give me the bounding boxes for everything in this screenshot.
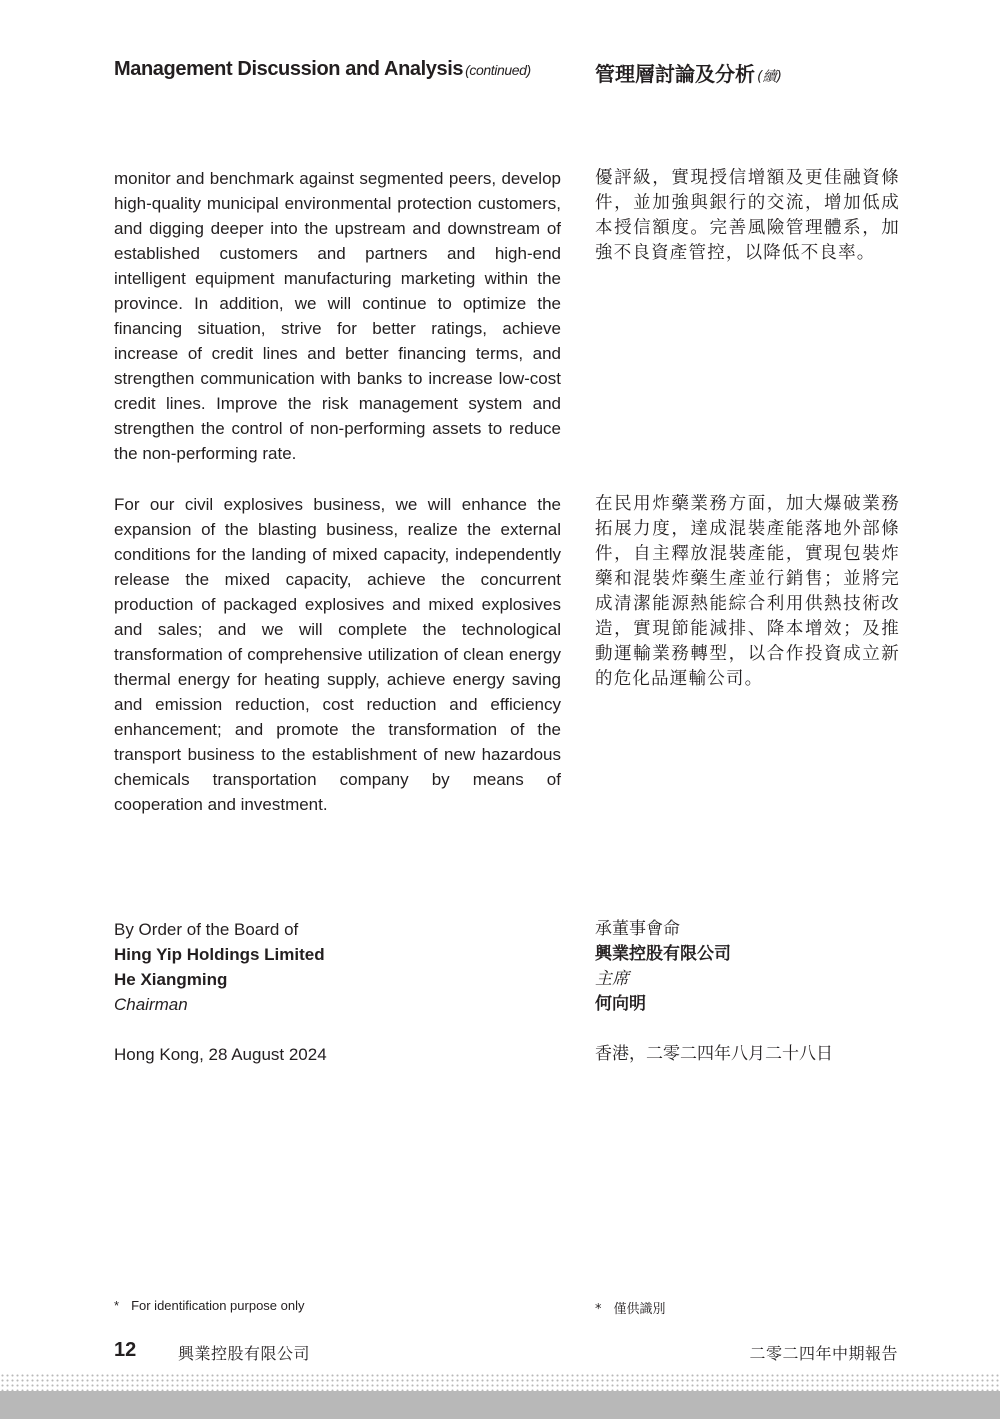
footnote-marker-en: * <box>114 1298 120 1313</box>
paragraph-2-zh: 在民用炸藥業務方面，加大爆破業務拓展力度，達成混裝產能落地外部條件，自主釋放混裝產能，實現包裝炸藥和混裝炸藥生產並行銷售；並將完成清潔能源熱能綜合利用供熱技術改造，實現節能減排、降本增效；及推動運輸業務轉型，以合作投資成立新的危化品運輸公司。 <box>595 494 900 689</box>
header-continued-zh: (續) <box>757 69 782 85</box>
signature-company-zh: 興業控股有限公司 <box>595 944 731 964</box>
footnote-zh <box>595 1298 666 1317</box>
signature-block-en <box>114 917 327 1067</box>
signature-block-zh <box>595 917 833 1067</box>
footer-company-name: 興業控股有限公司 <box>178 1344 311 1363</box>
signature-title-en: Chairman <box>114 995 188 1014</box>
footnote-text-zh: 僅供識別 <box>613 1302 666 1317</box>
footnote-text-en: For identification purpose only <box>131 1298 305 1313</box>
footer-report-title: 二零二四年中期報告 <box>749 1344 898 1363</box>
header-title-zh-text: 管理層討論及分析 <box>595 62 755 86</box>
signature-name-en: He Xiangming <box>114 970 228 989</box>
paragraph-2-en: For our civil explosives business, we will enhance the expansion of the blasting business, realize the external conditions for the landing of mixed capacity, independently release the mixed capacity, achieve the concurrent production of packaged explosives and mixed explosives and sales; and we will complete the technological transformation of comprehensive utilization of clean energy thermal energy for heating supply, achieve energy saving and emission reduction, cost reduction and efficiency enhancement; and promote the transformation of the transport business to the establishment of new hazardous chemicals transportation company by means of cooperation and investment. <box>114 495 561 814</box>
paragraph-1-en: monitor and benchmark against segmented peers, develop high-quality municipal environmental protection customers, and digging deeper into the upstream and downstream of established customers and partners and high-end intelligent equipment manufacturing marketing within the province. In addition, we will continue to optimize the financing situation, strive for better ratings, achieve increase of credit lines and better financing terms, and strengthen communication with banks to increase low-cost credit lines. Improve the risk management system and strengthen the control of non-performing assets to reduce the non-performing rate. <box>114 169 561 463</box>
signature-place-date-zh: 香港，二零二四年八月二十八日 <box>595 1044 833 1064</box>
signature-company-en: Hing Yip Holdings Limited <box>114 945 325 964</box>
signature-title-zh: 主席 <box>595 969 629 989</box>
header-title-en <box>114 58 531 81</box>
header-continued-en: (continued) <box>465 62 531 78</box>
signature-order-zh: 承董事會命 <box>595 919 680 939</box>
header-title-zh <box>595 58 782 87</box>
footnote-en <box>114 1298 305 1313</box>
signature-name-zh: 何向明 <box>595 994 646 1014</box>
footer-dot-pattern <box>0 1373 1000 1391</box>
signature-place-date-en: Hong Kong, 28 August 2024 <box>114 1045 327 1064</box>
footer-grey-bar <box>0 1391 1000 1419</box>
page-number: 12 <box>114 1339 137 1361</box>
paragraph-1-zh: 優評級，實現授信增額及更佳融資條件，並加強與銀行的交流，增加低成本授信額度。完善風險管理體系，加強不良資產管控，以降低不良率。 <box>595 168 900 263</box>
footnote-marker-zh: * <box>595 1302 602 1317</box>
header-title-en-text: Management Discussion and Analysis <box>114 58 464 80</box>
signature-order-en: By Order of the Board of <box>114 920 299 939</box>
